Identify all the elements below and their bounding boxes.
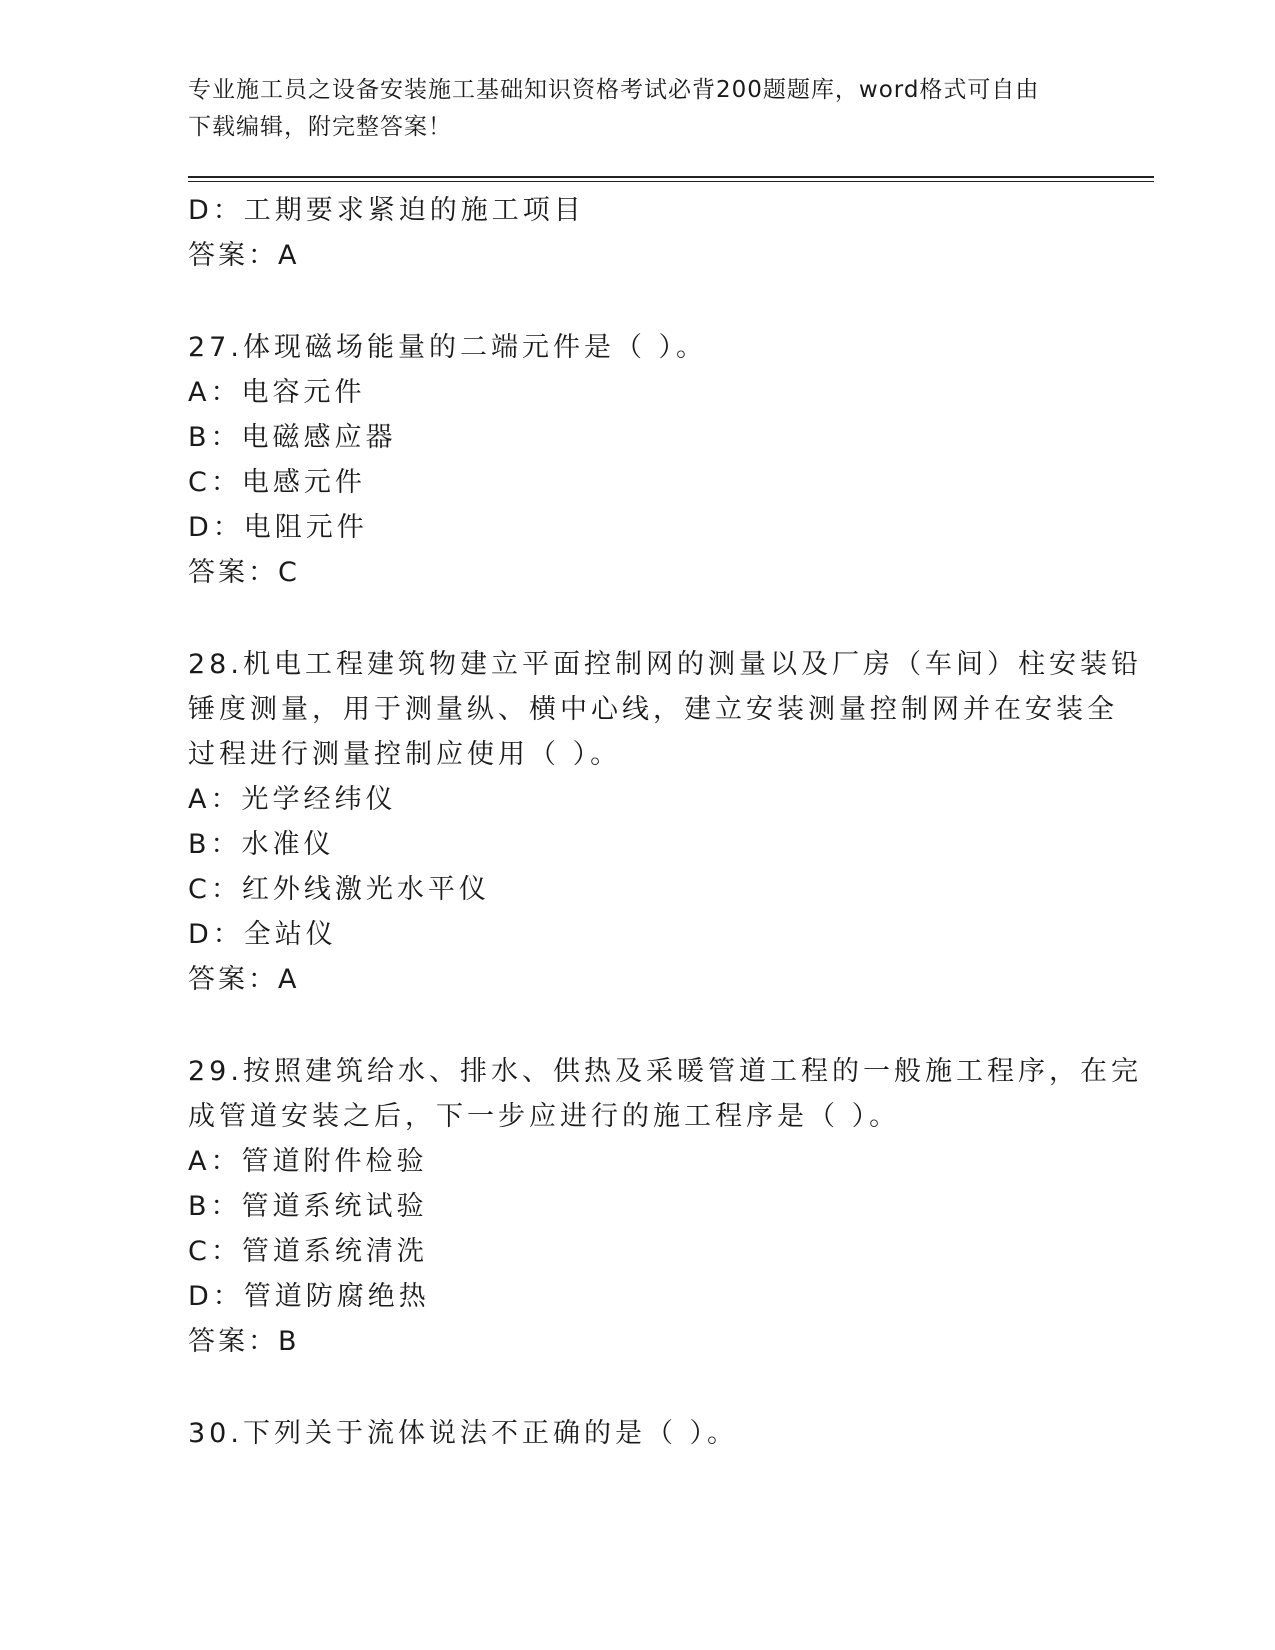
answer-label: 答案：C <box>188 557 300 588</box>
spacer <box>188 1364 1088 1411</box>
option-a: A：管道附件检验 <box>188 1146 428 1177</box>
question-text-line: 28.机电工程建筑物建立平面控制网的测量以及厂房（车间）柱安装铅 <box>188 649 1142 680</box>
spacer <box>188 1002 1088 1049</box>
header-line-2: 下载编辑，附完整答案！ <box>188 114 452 140</box>
option-b: B：水准仪 <box>188 829 335 860</box>
question-list <box>188 188 1142 1456</box>
question-27 <box>188 325 1088 595</box>
previous-question-tail <box>188 188 1088 278</box>
answer-label: 答案：A <box>188 964 300 995</box>
question-text-line: 30.下列关于流体说法不正确的是（ ）。 <box>188 1418 739 1449</box>
question-28 <box>188 642 1142 1002</box>
option-d: D：全站仪 <box>188 919 337 950</box>
question-text-line: 过程进行测量控制应使用（ ）。 <box>188 739 622 770</box>
header-divider-thin <box>188 181 1154 182</box>
question-text-line: 29.按照建筑给水、排水、供热及采暖管道工程的一般施工程序，在完 <box>188 1056 1142 1087</box>
option-b: B：管道系统试验 <box>188 1191 428 1222</box>
spacer <box>188 595 1088 642</box>
question-text-line: 27.体现磁场能量的二端元件是（ ）。 <box>188 332 708 363</box>
option-d: D：管道防腐绝热 <box>188 1281 430 1312</box>
option-d: D：电阻元件 <box>188 512 368 543</box>
option-c: C：电感元件 <box>188 467 366 498</box>
option-a: A：电容元件 <box>188 377 366 408</box>
spacer <box>188 278 1088 325</box>
option-c: C：管道系统清洗 <box>188 1236 428 1267</box>
question-text-line: 成管道安装之后，下一步应进行的施工程序是（ ）。 <box>188 1101 901 1132</box>
header-divider-thick <box>188 176 1154 178</box>
question-text-line: 锤度测量，用于测量纵、横中心线，建立安装测量控制网并在安装全 <box>188 694 1118 725</box>
answer-label: 答案：A <box>188 240 300 271</box>
header-line-1: 专业施工员之设备安装施工基础知识资格考试必背200题题库，word格式可自由 <box>188 77 1040 103</box>
option-c: C：红外线激光水平仪 <box>188 874 490 905</box>
option-a: A：光学经纬仪 <box>188 784 397 815</box>
answer-label: 答案：B <box>188 1326 300 1357</box>
option-d: D：工期要求紧迫的施工项目 <box>188 195 585 226</box>
option-b: B：电磁感应器 <box>188 422 397 453</box>
question-29 <box>188 1049 1142 1364</box>
question-30 <box>188 1411 1088 1456</box>
document-header <box>188 72 1068 146</box>
